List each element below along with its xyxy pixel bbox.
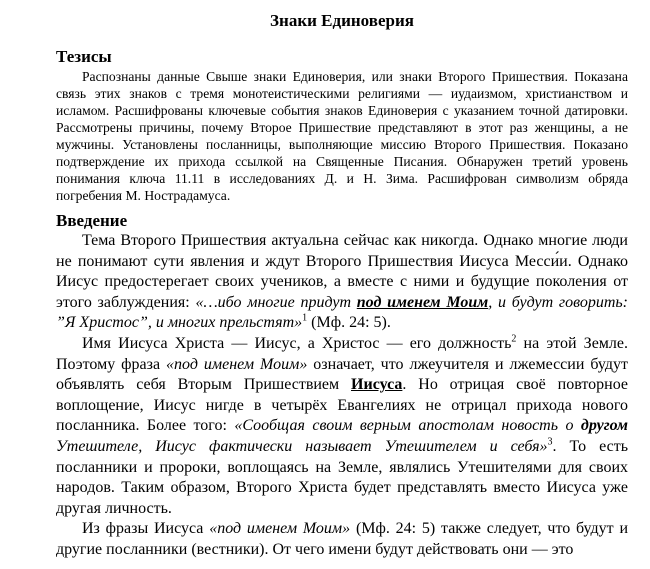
text-run: означает, что лжеучителя и лжемессии будут объявлять себя Вторым Пришествием	[56, 355, 629, 394]
quote-text: «…ибо многие придут	[195, 293, 357, 311]
quote-text-end: Утешителе, Иисус фактически называет Утешителем и себя»	[56, 437, 548, 455]
text-run: Из фразы Иисуса	[82, 520, 210, 538]
emphasis-jesus: Иисуса	[351, 376, 403, 394]
quote-under-my-name: «под именем Моим»	[166, 355, 308, 373]
intro-paragraph-2	[56, 334, 628, 519]
intro-paragraph-3	[56, 519, 628, 560]
intro-paragraph-1	[56, 231, 628, 334]
quote-under-my-name: «под именем Моим»	[209, 520, 351, 538]
quote-text: «Сообщая своим верным апостолам новость о	[234, 417, 581, 435]
emphasis-under-my-name: под именем Моим	[356, 293, 489, 311]
intro-heading: Введение	[56, 211, 128, 230]
footnote-ref-2[interactable]: 2	[511, 333, 517, 345]
text-run: Тема Второго Пришествия актуальна сейчас как никогда. Однако многие люди не понимают сути явления и ждут Второго Пришествия Иисуса Месси́и. Однако Иисус предостерегает своих учеников, а вместе с ними и будущие поколения от этого заблуждения:	[56, 232, 628, 311]
text-run: . То есть посланники и пророки, воплощаясь на Земле, являлись Утешителями для своих народов. Таким образом, Второго Христа будет представлять вместо Иисуса уже другая личность.	[56, 437, 628, 517]
emphasis-other: другом	[580, 417, 629, 435]
text-run: . Но отрицая своё повторное воплощение, Иисус нигде в четырёх Евангелиях не отрицал прихода нового посланника. Более того:	[56, 376, 628, 435]
theses-heading: Тезисы	[56, 47, 112, 66]
text-run: на этой Земле. Поэтому фраза	[56, 334, 629, 373]
quote-text-end: , и будут говорить: ”Я Христос”, и многих прельстят»	[56, 293, 628, 332]
text-run: Имя Иисуса Христа — Иисус, а Христос — его должность	[82, 334, 512, 352]
footnote-ref-3[interactable]: 3	[547, 436, 553, 448]
footnote-ref-1[interactable]: 1	[302, 313, 308, 325]
theses-paragraph: Распознаны данные Свыше знаки Единоверия, или знаки Второго Пришествия. Показана связь этих знаков с тремя монотеистическими религиями — иудаизмом, христианством и исламом. Расшифрованы ключевые события знаков Единоверия с указанием точной датировки. Рассмотрены причины, почему Второе Пришествие представляют в этот раз женщины, а не мужчины. Установлены посланницы, выполняющие миссию Второго Пришествия. Показано подтверждение их прихода ссылкой на Священные Писания. Обнаружен третий уровень понимания ключа 11.11 в исследованиях Д. и Н. Зима. Расшифрован символизм обряда погребения М. Нострадамуса.	[56, 69, 628, 203]
text-run: (Мф. 24: 5) также следует, что будут и другие посланники (вестники). От чего имени будут действовать они — это	[56, 520, 629, 558]
document-title: Знаки Единоверия	[270, 11, 414, 30]
scripture-reference: (Мф. 24: 5).	[307, 314, 391, 332]
